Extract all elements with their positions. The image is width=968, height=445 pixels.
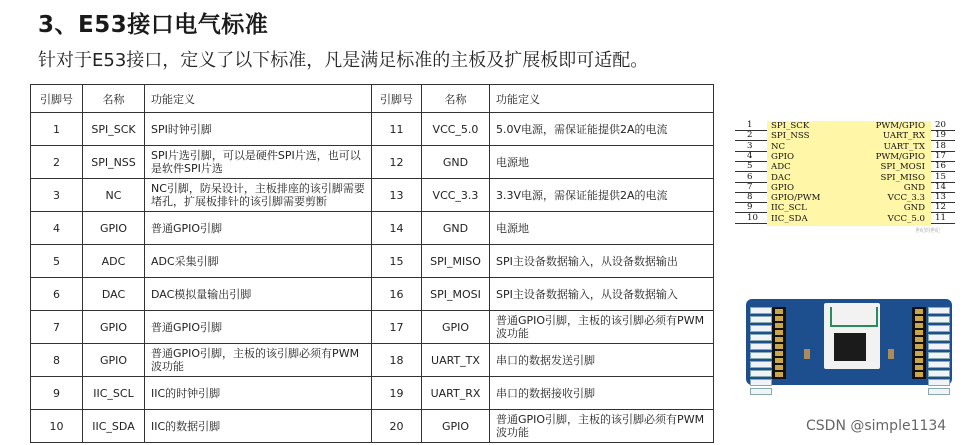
right-pin-number: 14 — [935, 181, 946, 192]
csdn-watermark: CSDN @simple1134 — [806, 418, 947, 434]
left-pin-name: GPIO/PWM — [771, 193, 821, 204]
left-pin-number: 1 — [747, 120, 753, 130]
pin-function-cell: SPI片选引脚，可以是硬件SPI片选，也可以是软件SPI片选 — [145, 146, 372, 179]
left-pin-name: ADC — [771, 162, 791, 173]
pin-name-cell: VCC_5.0 — [422, 113, 490, 146]
right-pin-name: VCC_5.0 — [887, 213, 925, 224]
left-pin-number: 5 — [747, 161, 753, 172]
pin-number-cell: 14 — [372, 212, 422, 245]
pin-name-cell: GPIO — [422, 410, 490, 443]
pin-name-cell: IIC_SDA — [83, 410, 145, 443]
right-pin-number: 20 — [935, 120, 946, 130]
pin-number-cell: 1 — [31, 113, 83, 146]
pin-name-cell: UART_TX — [422, 344, 490, 377]
left-pin-number: 4 — [747, 150, 753, 161]
pinout-row — [735, 193, 955, 203]
pin-function-cell: 串口的数据发送引脚 — [490, 344, 714, 377]
left-pin-name: DAC — [771, 172, 791, 183]
pin-name-cell: VCC_3.3 — [422, 179, 490, 212]
pin-name-cell: GPIO — [422, 311, 490, 344]
pinout-row — [735, 121, 955, 131]
pin-function-cell: 3.3V电源，需保证能提供2A的电流 — [490, 179, 714, 212]
pinout-row — [735, 173, 955, 183]
right-pin-number: 11 — [935, 212, 946, 223]
pin-function-cell: DAC模拟量输出引脚 — [145, 278, 372, 311]
right-pin-name: PWM/GPIO — [875, 121, 925, 131]
pin-name-cell: UART_RX — [422, 377, 490, 410]
right-pin-name: PWM/GPIO — [875, 151, 925, 162]
pin-name-cell: GND — [422, 146, 490, 179]
pin-function-cell: 电源地 — [490, 146, 714, 179]
pin-function-cell: 普通GPIO引脚 — [145, 311, 372, 344]
right-pin-name: SPI_MISO — [880, 172, 925, 183]
pin-function-cell: 电源地 — [490, 212, 714, 245]
header-name: 名称 — [422, 85, 490, 113]
pin-function-cell: IIC的数据引脚 — [145, 410, 372, 443]
right-pin-name: GND — [903, 182, 925, 193]
pin-number-cell: 5 — [31, 245, 83, 278]
pin-function-cell: 普通GPIO引脚，主板的该引脚必须有PWM波功能 — [490, 410, 714, 443]
right-pin-number: 19 — [935, 130, 946, 141]
pin-number-cell: 12 — [372, 146, 422, 179]
header-name: 名称 — [83, 85, 145, 113]
pin-function-cell: 普通GPIO引脚，主板的该引脚必须有PWM波功能 — [145, 344, 372, 377]
left-pin-name: GPIO — [771, 182, 795, 193]
pinout-row — [735, 152, 955, 162]
right-pin-number: 13 — [935, 192, 946, 203]
pin-number-cell: 18 — [372, 344, 422, 377]
table-row — [31, 113, 714, 146]
expansion-board-photo — [746, 299, 952, 385]
capacitor — [804, 349, 810, 359]
pin-number-cell: 16 — [372, 278, 422, 311]
table-row — [31, 344, 714, 377]
left-pin-name: IIC_SDA — [771, 213, 808, 224]
table-row — [31, 311, 714, 344]
pinout-row — [735, 162, 955, 172]
header-function: 功能定义 — [490, 85, 714, 113]
left-pin-number: 6 — [747, 171, 753, 182]
pinout-diagram — [735, 117, 955, 232]
pin-name-cell: SPI_MOSI — [422, 278, 490, 311]
pin-function-cell: 串口的数据接收引脚 — [490, 377, 714, 410]
left-pin-number: 2 — [747, 130, 753, 141]
pin-function-cell: SPI主设备数据输入，从设备数据输出 — [490, 245, 714, 278]
right-pin-name: VCC_3.3 — [887, 193, 925, 204]
pin-number-cell: 4 — [31, 212, 83, 245]
pin-number-cell: 19 — [372, 377, 422, 410]
pin-name-cell: SPI_SCK — [83, 113, 145, 146]
capacitor — [888, 349, 894, 359]
right-pin-number: 12 — [935, 202, 946, 213]
pin-name-cell: GPIO — [83, 344, 145, 377]
intro-paragraph: 针对于E53接口，定义了以下标准，凡是满足标准的主板及扩展板即可适配。 — [38, 50, 649, 71]
right-pin-header — [912, 307, 926, 379]
pin-name-cell: SPI_NSS — [83, 146, 145, 179]
pin-number-cell: 10 — [31, 410, 83, 443]
left-pin-number: 9 — [747, 202, 753, 213]
pin-name-cell: NC — [83, 179, 145, 212]
pin-number-cell: 3 — [31, 179, 83, 212]
pinout-row — [735, 183, 955, 193]
header-pin-number: 引脚号 — [372, 85, 422, 113]
pin-number-cell: 6 — [31, 278, 83, 311]
pinout-row — [735, 131, 955, 141]
left-pin-line — [735, 214, 767, 224]
pin-function-cell: 普通GPIO引脚 — [145, 212, 372, 245]
pin-name-cell: ADC — [83, 245, 145, 278]
table-header-row — [31, 85, 714, 113]
pin-function-cell: 5.0V电源，需保证能提供2A的电流 — [490, 113, 714, 146]
pin-function-cell: SPI时钟引脚 — [145, 113, 372, 146]
pin-name-cell: DAC — [83, 278, 145, 311]
pin-name-cell: IIC_SCL — [83, 377, 145, 410]
section-heading: 3、E53接口电气标准 — [38, 12, 269, 38]
left-pin-name: SPI_SCK — [771, 121, 810, 131]
pin-name-cell: GPIO — [83, 212, 145, 245]
left-pin-labels — [750, 307, 772, 397]
pin-name-cell: GPIO — [83, 311, 145, 344]
pin-function-cell: IIC的时钟引脚 — [145, 377, 372, 410]
right-pin-line — [931, 214, 955, 224]
left-pin-header — [772, 307, 786, 379]
right-pin-number: 18 — [935, 140, 946, 151]
right-pin-name: GND — [903, 203, 925, 214]
pinout-row — [735, 214, 955, 224]
table-row — [31, 410, 714, 443]
module-chip — [834, 333, 866, 361]
pin-function-cell: NC引脚，防呆设计，主板排座的该引脚需要堵孔，扩展板排针的该引脚需要剪断 — [145, 179, 372, 212]
header-function: 功能定义 — [145, 85, 372, 113]
left-pin-name: GPIO — [771, 151, 795, 162]
left-pin-name: IIC_SCL — [771, 203, 807, 214]
left-pin-number: 10 — [747, 212, 758, 223]
right-pin-number: 15 — [935, 171, 946, 182]
right-pin-labels — [928, 307, 950, 397]
pin-function-cell: 普通GPIO引脚，主板的该引脚必须有PWM波功能 — [490, 311, 714, 344]
right-pin-name: UART_TX — [883, 141, 925, 152]
pinout-row — [735, 203, 955, 213]
pinout-row — [735, 142, 955, 152]
pin-number-cell: 9 — [31, 377, 83, 410]
right-pin-name: UART_RX — [882, 131, 925, 142]
table-row — [31, 179, 714, 212]
table-row — [31, 278, 714, 311]
pin-number-cell: 2 — [31, 146, 83, 179]
pin-number-cell: 15 — [372, 245, 422, 278]
pin-number-cell: 17 — [372, 311, 422, 344]
pin-number-cell: 8 — [31, 344, 83, 377]
table-row — [31, 146, 714, 179]
pin-name-cell: GND — [422, 212, 490, 245]
left-pin-number: 3 — [747, 140, 753, 151]
table-row — [31, 377, 714, 410]
table-row — [31, 245, 714, 278]
right-pin-name: SPI_MOSI — [880, 162, 925, 173]
header-pin-number: 引脚号 — [31, 85, 83, 113]
pcb-antenna — [830, 307, 878, 327]
pin-number-cell: 11 — [372, 113, 422, 146]
right-pin-number: 17 — [935, 150, 946, 161]
pin-name-cell: SPI_MISO — [422, 245, 490, 278]
left-pin-name: SPI_NSS — [771, 131, 810, 142]
left-pin-name: NC — [771, 141, 786, 152]
pin-function-cell: SPI主设备数据输入，从设备数据输入 — [490, 278, 714, 311]
pin-function-cell: ADC采集引脚 — [145, 245, 372, 278]
left-pin-number: 8 — [747, 192, 753, 203]
left-pin-number: 7 — [747, 181, 753, 192]
table-row — [31, 212, 714, 245]
right-pin-number: 16 — [935, 161, 946, 172]
pin-number-cell: 20 — [372, 410, 422, 443]
pin-definition-table — [30, 84, 714, 443]
pin-number-cell: 7 — [31, 311, 83, 344]
pin-number-cell: 13 — [372, 179, 422, 212]
diagram-caption: 世纪的世纪 — [915, 228, 941, 234]
